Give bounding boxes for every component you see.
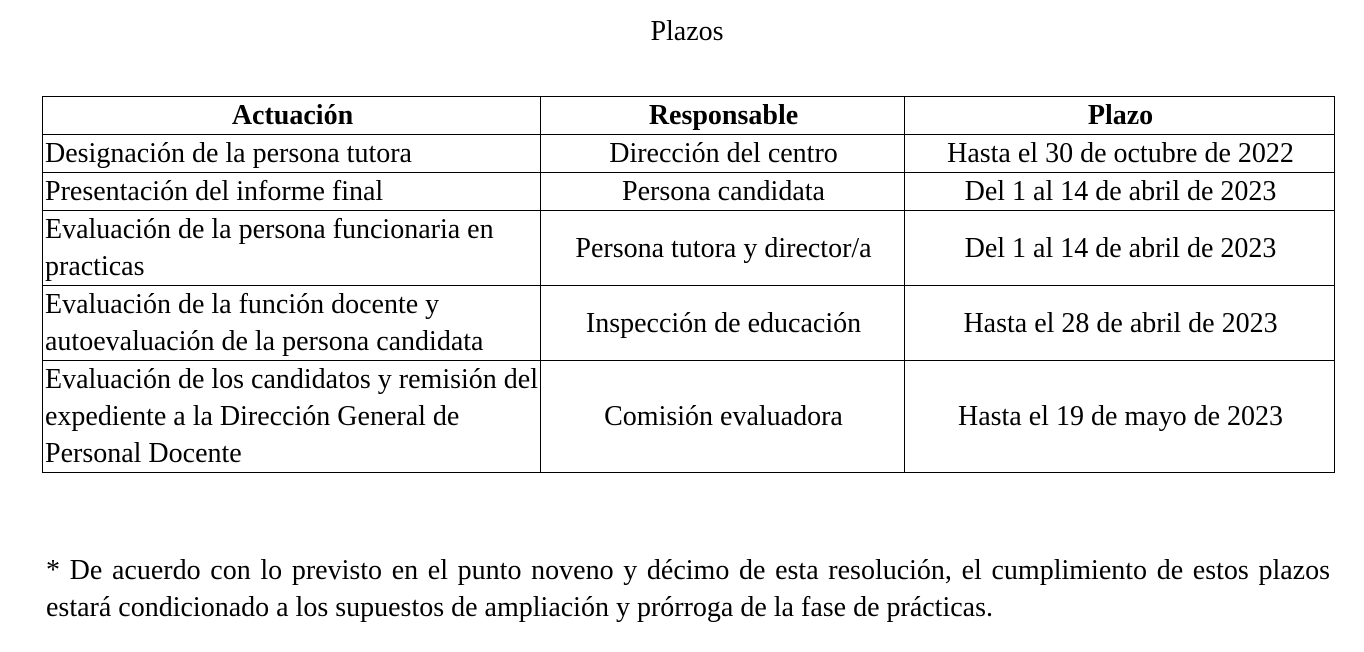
cell-responsable: Dirección del centro bbox=[541, 135, 905, 173]
cell-responsable: Persona tutora y director/a bbox=[541, 211, 905, 286]
cell-actuacion: Evaluación de la función docente y autoevaluación de la persona candidata bbox=[43, 286, 541, 361]
header-responsable: Responsable bbox=[541, 97, 905, 135]
header-plazo: Plazo bbox=[905, 97, 1335, 135]
cell-responsable: Persona candidata bbox=[541, 173, 905, 211]
plazos-table bbox=[42, 96, 1335, 473]
table-row bbox=[43, 135, 1335, 173]
footnote: * De acuerdo con lo previsto en el punto noveno y décimo de esta resolución, el cumplimiento de estos plazos estará condicionado a los supuestos de ampliación y prórroga de la fase de prácticas. bbox=[46, 555, 1330, 623]
cell-actuacion: Presentación del informe final bbox=[43, 173, 541, 211]
header-actuacion: Actuación bbox=[43, 97, 541, 135]
cell-actuacion: Evaluación de los candidatos y remisión del expediente a la Dirección General de Personal Docente bbox=[43, 361, 541, 473]
cell-plazo: Del 1 al 14 de abril de 2023 bbox=[905, 211, 1335, 286]
table-row bbox=[43, 173, 1335, 211]
table-row bbox=[43, 211, 1335, 286]
table-header-row bbox=[43, 97, 1335, 135]
cell-plazo: Hasta el 19 de mayo de 2023 bbox=[905, 361, 1335, 473]
cell-plazo: Hasta el 28 de abril de 2023 bbox=[905, 286, 1335, 361]
cell-responsable: Comisión evaluadora bbox=[541, 361, 905, 473]
cell-actuacion: Evaluación de la persona funcionaria en practicas bbox=[43, 211, 541, 286]
table-row bbox=[43, 361, 1335, 473]
cell-plazo: Del 1 al 14 de abril de 2023 bbox=[905, 173, 1335, 211]
cell-actuacion: Designación de la persona tutora bbox=[43, 135, 541, 173]
cell-plazo: Hasta el 30 de octubre de 2022 bbox=[905, 135, 1335, 173]
cell-responsable: Inspección de educación bbox=[541, 286, 905, 361]
table-row bbox=[43, 286, 1335, 361]
page-title: Plazos bbox=[650, 16, 724, 47]
